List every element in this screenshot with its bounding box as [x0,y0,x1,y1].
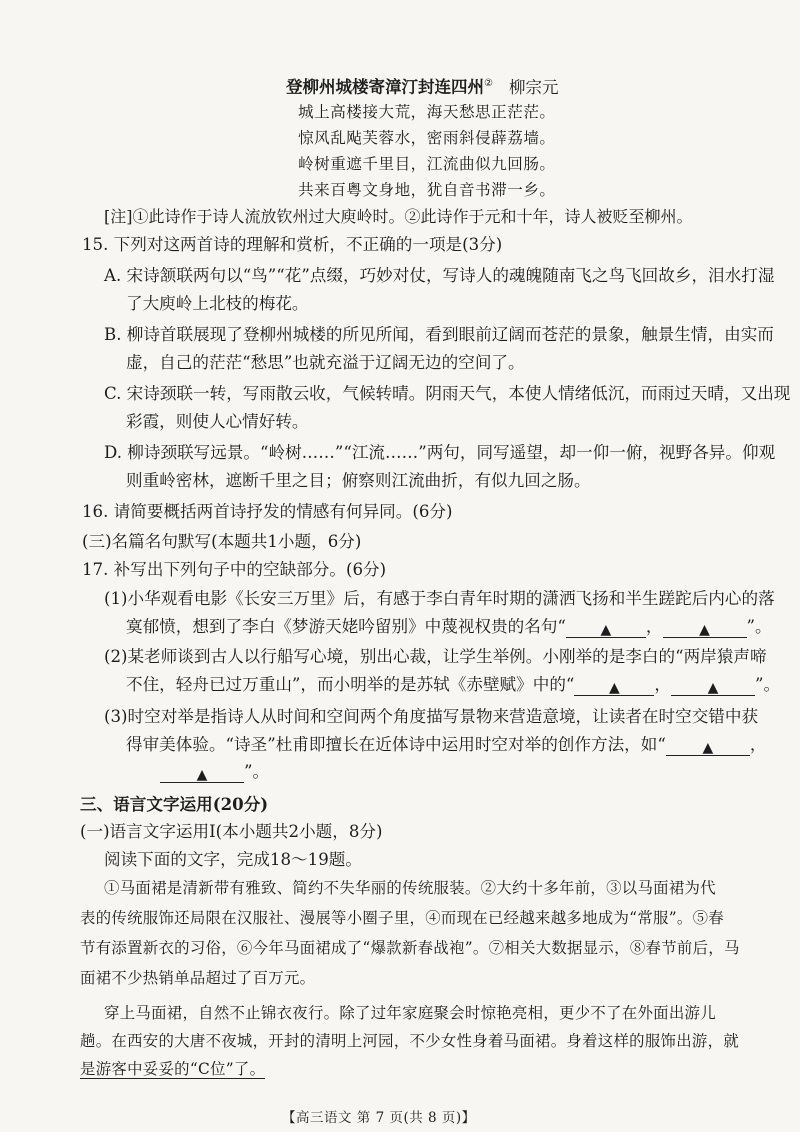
page-footer: 【高三语文 第 7 页(共 8 页)】 [282,1110,476,1126]
end-quote: ”。 [244,762,270,781]
q15-option-b-line2: 虚，自己的茫茫“愁思”也就充溢于辽阔无边的空间了。 [126,353,525,372]
passage-para1-line1: ①马面裙是清新带有雅致、简约不失华丽的传统服装。②大约十多年前，③以马面裙为代 [104,879,716,897]
q17-blank-6[interactable] [160,762,244,783]
blank-triangle-icon: ▲ [702,740,714,756]
q17-blank-1[interactable] [566,617,646,638]
poem-line-4: 共来百粤文身地，犹自音书滞一乡。 [298,181,556,199]
q17-part3-line3 [160,760,269,784]
q17-part1-text: 寞郁愤，想到了李白《梦游天姥吟留别》中蔑视权贵的名句“ [126,617,566,636]
q15-option-a-line1: A. 宋诗颔联两句以“鸟”“花”点缀，巧妙对仗，写诗人的魂魄随南飞之鸟飞回故乡，泪水打湿 [104,266,775,285]
q15-option-a-line2: 了大庾岭上北枝的梅花。 [126,294,309,313]
q17-part2-line2 [126,673,780,697]
underlined-sentence: 是游客中妥妥的“C位”了。 [80,1060,266,1078]
section3-heading: (三)名篇名句默写(本题共1小题，6分) [82,532,362,551]
blank-triangle-icon: ▲ [699,622,710,638]
q17-part2-line1: (2)某老师谈到古人以行船写心境，别出心裁，让学生举例。小刚举的是李白的“两岸猿声啼 [104,647,767,666]
q17-blank-4[interactable] [671,675,755,696]
q15-stem: 15. 下列对这两首诗的理解和赏析，不正确的一项是(3分) [82,235,503,254]
poem-line-2: 惊风乱飐芙蓉水，密雨斜侵薜荔墙。 [298,129,556,147]
reading-prompt: 阅读下面的文字，完成18～19题。 [104,850,362,869]
q15-option-b-line1: B. 柳诗首联展现了登柳州城楼的所见所闻，看到眼前辽阔而苍茫的景象，触景生情，由实而 [104,325,774,344]
blank-triangle-icon: ▲ [707,680,719,696]
q17-part3-text: 得审美体验。“诗圣”杜甫即擅长在近体诗中运用时空对举的创作方法，如“ [126,735,666,754]
q17-part3-line1: (3)时空对举是指诗人从时间和空间两个角度描写景物来营造意境，让读者在时空交错中获 [104,707,759,726]
q17-part3-line2 [126,733,766,757]
q17-part1-line2 [126,615,772,639]
blank-triangle-icon: ▲ [609,680,620,696]
q17-part1-line1: (1)小华观看电影《长安三万里》后，有感于李白青年时期的潇洒飞扬和半生蹉跎后内心的落 [104,589,775,608]
poem-line-3: 岭树重遮千里目，江流曲似九回肠。 [298,155,556,173]
poem-author: 柳宗元 [508,77,559,97]
poem-title [286,72,558,100]
comma: ， [749,735,767,754]
passage-para1-line2: 表的传统服饰还局限在汉服社、漫展等小圈子里，④而现在已经越来越多地成为“常服”。⑤春 [80,909,724,927]
q15-option-d-line2: 则重岭密林，遮断千里之目；俯察则江流曲折，有似九回之肠。 [126,471,591,490]
q17-part2-text: 不住，轻舟已过万重山”，而小明举的是苏轼《赤壁赋》中的“ [126,675,575,694]
passage-para1-line3: 节有添置新衣的习俗，⑥今年马面裙成了“爆款新春战袍”。⑦相关大数据显示，⑧春节前后，马 [80,939,740,957]
poem-title-text: 登柳州城楼寄漳汀封连四州 [286,77,484,97]
blank-triangle-icon: ▲ [196,767,208,783]
q17-stem: 17. 补写出下列句子中的空缺部分。(6分) [82,560,387,579]
poem-line-1: 城上高楼接大荒，海天愁思正茫茫。 [298,103,556,121]
passage-para2-line2: 趟。在西安的大唐不夜城，开封的清明上河园，不少女性身着马面裙。身着这样的服饰出游，就 [80,1032,740,1050]
q16-stem: 16. 请简要概括两首诗抒发的情感有何异同。(6分) [82,502,453,521]
q17-blank-5[interactable] [666,735,750,756]
poem-note-mark: ② [484,78,493,89]
comma: ， [654,675,671,694]
passage-para2-line1: 穿上马面裙，自然不止锦衣夜行。除了过年家庭聚会时惊艳亮相，更少不了在外面出游儿 [104,1004,716,1022]
part3-heading: 三、语言文字运用(20分) [80,794,269,814]
passage-para2-line3 [80,1057,265,1081]
q15-option-c-line2: 彩霞，则使人心情好转。 [126,412,309,431]
q15-option-c-line1: C. 宋诗颈联一转，写雨散云收，气候转晴。阴雨天气，本使人情绪低沉，而雨过天晴，又出现 [104,384,791,403]
sub1-heading: (一)语言文字运用Ⅰ(本小题共2小题，8分) [80,822,383,841]
q17-blank-3[interactable] [574,675,654,696]
q17-blank-2[interactable] [663,617,747,638]
q15-option-d-line1: D. 柳诗颈联写远景。“岭树……”“江流……”两句，同写遥望，却一仰一俯，视野各异。仰观 [104,443,776,462]
end-quote: ”。 [746,617,772,636]
end-quote: ”。 [755,675,781,694]
passage-para1-line4: 面裙不少热销单品超过了百万元。 [80,969,316,987]
blank-triangle-icon: ▲ [600,622,612,638]
poem-note: [注]①此诗作于诗人流放钦州过大庾岭时。②此诗作于元和十年，诗人被贬至柳州。 [104,207,693,226]
comma: ， [645,617,663,636]
